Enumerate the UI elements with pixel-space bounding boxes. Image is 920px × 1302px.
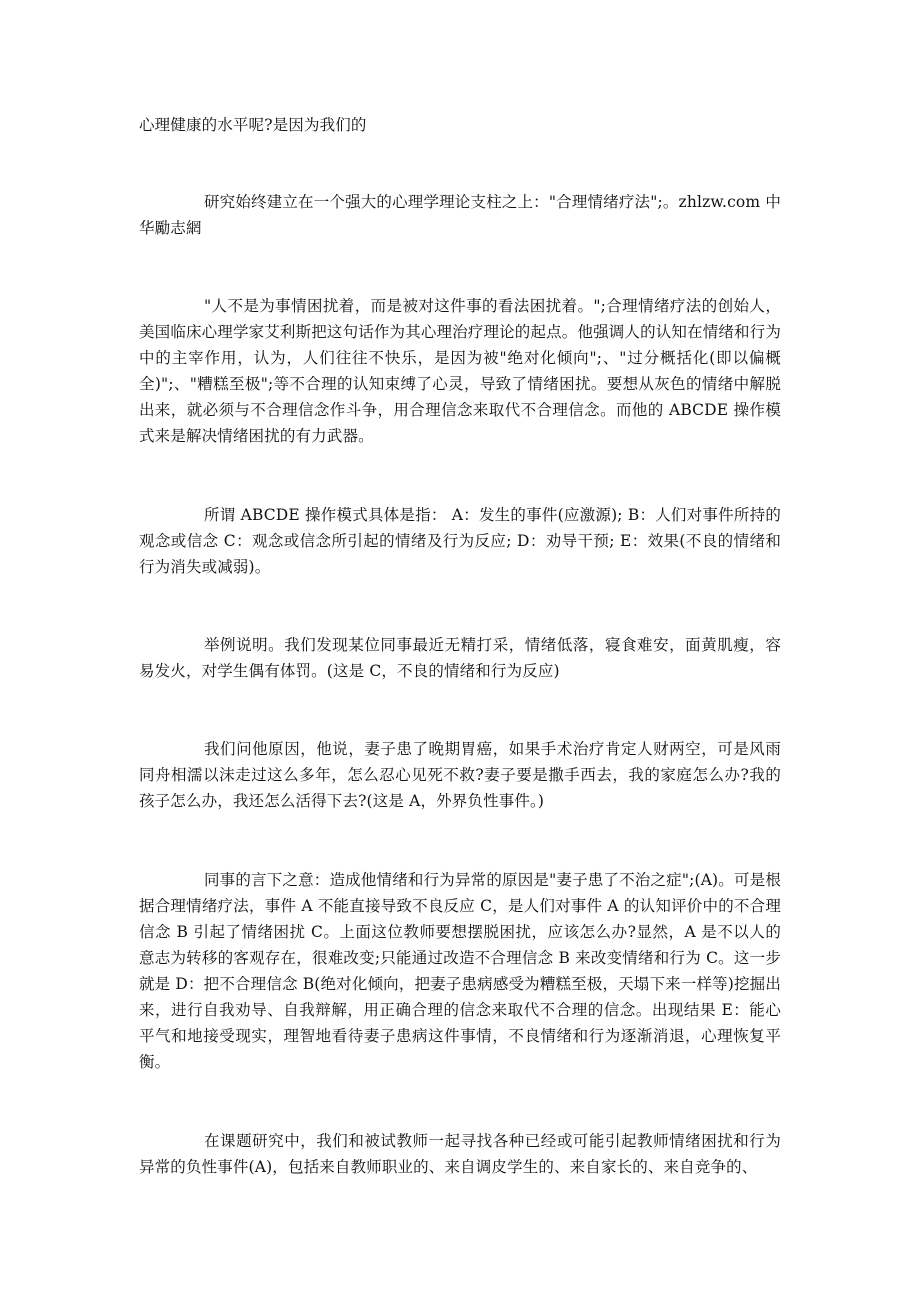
paragraph-abcde-definition: 所谓 ABCDE 操作模式具体是指： A：发生的事件(应激源); B：人们对事件所持的观念或信念 C：观念或信念所引起的情绪及行为反应; D：劝导干预; E：效果(不良的情绪和行为消失或减弱)。: [139, 506, 781, 576]
paragraph-research-foundation: 研究始终建立在一个强大的心理学理论支柱之上："合理情绪疗法";。zhlzw.com 中华勵志網: [139, 193, 781, 237]
paragraph-ellis-theory: "人不是为事情困扰着，而是被对这件事的看法困扰着。";合理情绪疗法的创始人，美国临床心理学家艾利斯把这句话作为其心理治疗理论的起点。他强调人的认知在情绪和行为中的主宰作用，认为，人们往往不快乐，是因为被"绝对化倾向";、"过分概括化(即以偏概全)";、"糟糕至极";等不合理的认知束缚了心灵，导致了情绪困扰。要想从灰色的情绪中解脱出来，就必须与不合理信念作斗争，用合理信念来取代不合理信念。而他的 ABCDE 操作模式来是解决情绪困扰的有力武器。: [139, 297, 781, 445]
paragraph-example-symptoms: 举例说明。我们发现某位同事最近无精打采，情绪低落，寝食难安，面黄肌瘦，容易发火，对学生偶有体罚。(这是 C，不良的情绪和行为反应): [139, 636, 781, 680]
paragraph-example-cause: 我们问他原因，他说，妻子患了晚期胃癌，如果手术治疗肯定人财两空，可是风雨同舟相濡以沫走过这么多年，怎么忍心见死不救?妻子要是撒手西去，我的家庭怎么办?我的孩子怎么办，我还怎么活得下去?(这是 A，外界负性事件。): [139, 740, 781, 810]
paragraph-research-practice: 在课题研究中，我们和被试教师一起寻找各种已经或可能引起教师情绪困扰和行为异常的负性事件(A)，包括来自教师职业的、来自调皮学生的、来自家长的、来自竞争的、: [139, 1132, 781, 1176]
paragraph-continuation: 心理健康的水平呢?是因为我们的: [139, 116, 367, 134]
paragraph-example-analysis: 同事的言下之意：造成他情绪和行为异常的原因是"妻子患了不治之症";(A)。可是根据合理情绪疗法，事件 A 不能直接导致不良反应 C，是人们对事件 A 的认知评价中的不合理信念 B 引起了情绪困扰 C。上面这位教师要想摆脱困扰，应该怎么办?显然，A 是不以人的意志为转移的客观存在，很难改变;只能通过改造不合理信念 B 来改变情绪和行为 C。这一步就是 D：把不合理信念 B(绝对化倾向，把妻子患病感受为糟糕至极，天塌下来一样等)挖掘出来，进行自我劝导、自我辩解，用正确合理的信念来取代不合理的信念。出现结果 E：能心平气和地接受现实，理智地看待妻子患病这件事情，不良情绪和行为逐渐消退，心理恢复平衡。: [139, 871, 781, 1071]
